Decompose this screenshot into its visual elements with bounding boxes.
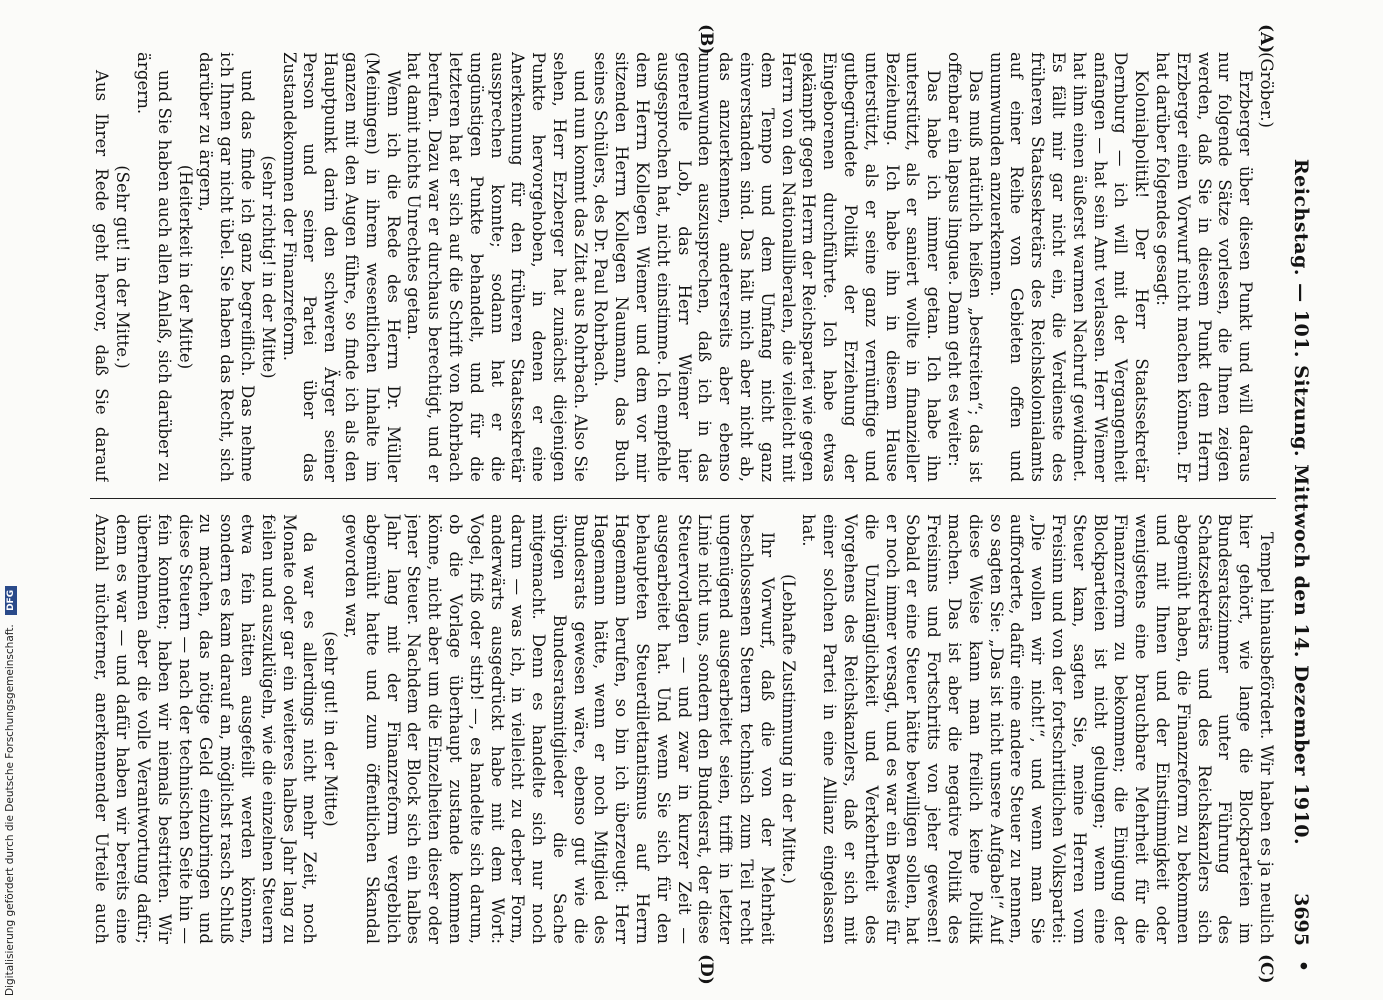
paragraph: Erzberger über diesen Punkt und will daraus nur folgende Sätze vorlesen, die Ihnen zeigen werden, daß Sie in diesem Punkt dem Herrn Erzberger einen Vorwurf nicht machen können. Er hat darüber folgendes gesagt: xyxy=(1153,52,1256,482)
page-number: 3695 xyxy=(1290,893,1312,946)
interjection: (sehr richtig! in der Mitte) xyxy=(258,155,278,379)
paragraph: Aus Ihrer Rede geht hervor, daß Sie darauf xyxy=(92,70,112,482)
paragraph: (Gröber.) xyxy=(1257,52,1276,128)
interjection: (Sehr gut! in der Mitte.) xyxy=(113,165,133,369)
interjection: (Heiterkeit in der Mitte) xyxy=(175,164,195,370)
page-header xyxy=(1280,52,1316,972)
paragraph: Ihr Vorwurf, daß die von der Mehrheit beschlossenen Steuern technisch zum Teil recht ungenügend ausgearbeitet seien, trifft in letzter Linie nicht uns, sondern den Bundesrat, der diese Steuervorlagen — und zwar in kurzer Zeit — ausgearbeitet hat. Und wenn Sie sich für den behaupteten Steuerdilettantismus auf Herrn Hagemann berufen, so bin ich überzeugt: Herr Hagemann hätte, wenn er noch Mitglied des Bundesrats gewesen wäre, ebenso gut wie die übrigen Bundesratsmitglieder die Sache mitgemacht. Denn es handelte sich nur noch darum — was ich, in vielleicht zu derber Form, anderwärts ausgedrückt habe mit dem Wort: Vogel, friß oder stirb! —, es handelte sich darum, ob die Vorlage überhaupt zustande kommen könne, nicht aber um die Einzelheiten dieser oder jener Steuer. Nachdem der Block sich ein halbes Jahr lang mit der Finanzreform vergeblich abgemüht hatte und zum öffentlichen Skandal geworden war, xyxy=(341,514,777,944)
header-dot: • xyxy=(1292,959,1314,972)
margin-marker-b: (B) xyxy=(696,24,716,55)
margin-marker-c: (C) xyxy=(1256,954,1276,984)
rotated-page xyxy=(76,24,1316,985)
footer-text: Digitalisierung gefördert durch die Deutsche Forschungsgemeinschaft. xyxy=(4,624,16,996)
running-head: Reichstag. — 101. Sitzung. Mittwoch den 14. Dezember 1910. xyxy=(1290,158,1312,846)
margin-marker-a: (A) xyxy=(1256,24,1276,54)
margin-marker-d: (D) xyxy=(696,954,716,985)
paragraph: da war es allerdings nicht mehr Zeit, noch Monate oder gar ein weiteres halbes Jahr lang zu feilen und auszuklügeln, wie die einzelnen Steuern etwa fein hätten ausgefeilt werden können, sondern es kam darauf an, möglichst rasch Schluß zu machen, das nötige Geld einzubringen und diese Steuern — nach der technischen Seite hin — fein konnten; haben wir niemals bestritten. Wir übernehmen aber die volle Verantwortung dafür; denn es war — und dafür haben wir bereits eine Anzahl nüchterner, anerkennender Urteile auch xyxy=(92,514,320,944)
paragraph: Das muß natürlich heißen „bestreiten“; das ist offenbar ein lapsus linguae. Dann geht es weiter: xyxy=(945,52,985,482)
paragraph: Kolonialpolitik! Der Herr Staatssekretär Dernburg — ich will mit der Vergangenheit anfangen — hat sein Amt verlassen. Herr Wiemer hat ihm einen äußerst warmen Nachruf gewidmet. Es fällt mir gar nicht ein, die Verdienste des früheren Staatssekretärs des Reichskolonialamts auf einer Reihe von Gebieten offen und unumwunden anzuerkennen. xyxy=(986,52,1152,482)
left-column xyxy=(90,52,1276,482)
paragraph: Wenn ich die Rede des Herrn Dr. Müller (Meiningen) in ihrem wesentlichen Inhalte im ganzen mit den Augen führe, so finde ich als den Hauptpunkt darin den schweren Ärger seiner Person und seiner Partei über das Zustandekommen der Finanzreform. xyxy=(279,52,403,482)
interjection: (Lebhafte Zustimmung in der Mitte.) xyxy=(778,574,798,884)
paragraph: und Sie haben auch allen Anlaß, sich darüber zu ärgern. xyxy=(133,52,174,482)
column-rule xyxy=(90,498,1276,499)
paragraph: und das finde ich ganz begreiflich. Das nehme ich Ihnen gar nicht übel. Sie haben das Recht, sich darüber zu ärgern, xyxy=(196,52,257,482)
footer-credit xyxy=(4,589,24,996)
interjection: (sehr gut! in der Mitte) xyxy=(321,631,341,827)
dfg-logo: DFG xyxy=(5,586,17,615)
right-column xyxy=(90,514,1276,944)
paragraph: Tempel hinausbefördert. Wir haben es ja neulich hier gehört, wie lange die Blockparteien im Bundesratszimmer unter Führung des Schatzsekretärs und des Reichskanzlers sich abgemüht haben, die Finanzreform zu bekommen und mit Ihnen und der Einstimmigkeit oder wenigstens eine brauchbare Mehrheit für die Finanzreform zu bekommen; die Einigung der Blockparteien ist nicht gelungen; wenn eine Steuer kam, sagten Sie, meine Herren vom Freisinn und von der fortschrittlichen Volkspartei: „Die wollen wir nicht!“, und wenn man Sie aufforderte, dafür eine andere Steuer zu nennen, so sagten Sie: „Das ist nicht unsere Aufgabe!“ Auf diese Weise kann man freilich keine Politik machen. Das ist aber die negative Politik des Freisinns und Fortschritts von jeher gewesen! Sobald er eine Steuer hätte bewilligen sollen, hat er noch immer versagt, und es war ein Beweis für die Unzulänglichkeit und Verkehrtheit des Vorgehens des Reichskanzlers, daß er sich mit einer solchen Partei in eine Allianz eingelassen hat. xyxy=(799,514,1276,944)
paragraph: und nun kommt das Zitat aus Rohrbach. Also Sie sehen, Herr Erzberger hat zunächst diejenigen Punkte hervorgehoben, in denen er eine Anerkennung für den früheren Staatssekretär aussprechen konnte; sodann hat er die ungünstigen Punkte behandelt, und für die letzteren hat er sich auf die Schrift von Rohrbach berufen. Dazu war er durchaus berechtigt, und er hat damit nichts Unrechtes getan. xyxy=(404,52,590,482)
paragraph: Das habe ich immer getan. Ich habe ihn unterstützt, als er saniert wollte in finanzieller Beziehung. Ich habe ihn in diesem Hause unterstützt, als er seine ganz vernünftige und gutbegründete Politik der Erziehung der Eingeborenen durchführte. Ich habe etwas gekämpft gegen Herrn der Reichspartei wie gegen Herrn von den Nationalliberalen, die vielleicht mit dem Tempo und dem Umfang nicht ganz einverstanden sind. Das hält mich aber nicht ab, das anzuerkennen, andererseits aber ebenso unumwunden auszusprechen, daß ich in das generelle Lob, das Herr Wiemer hier ausgesprochen hat, nicht einstimme. Ich empfehle dem Herrn Kollegen Wiemer und dem vor mir sitzenden Herrn Kollegen Naumann, das Buch seines Schülers, des Dr. Paul Rohrbach. xyxy=(591,52,944,482)
